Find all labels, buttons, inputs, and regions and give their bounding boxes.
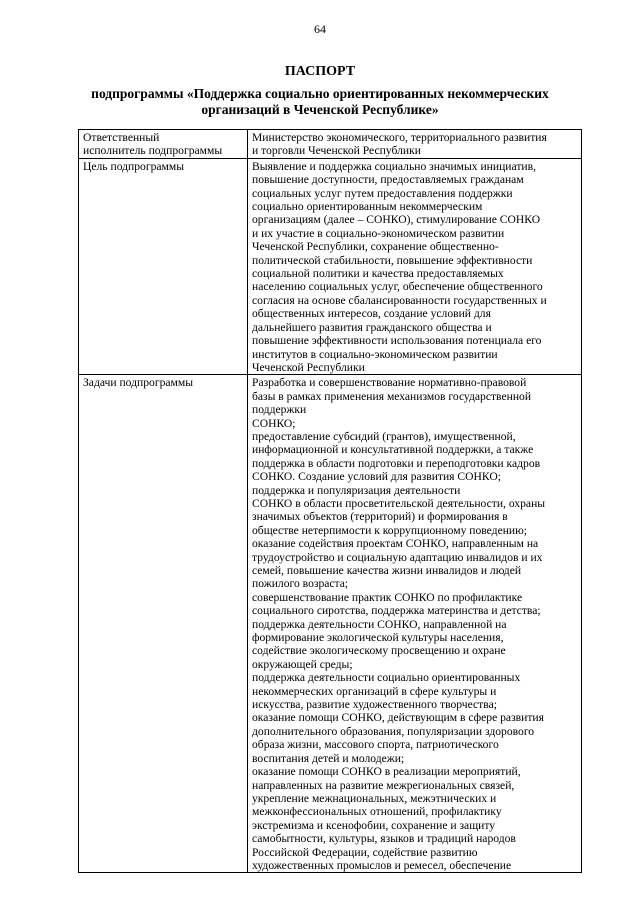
row-value-line: поддержка и популяризация деятельности — [252, 483, 461, 497]
row-value-line: институтов в социально-экономическом развитии — [252, 347, 498, 361]
row-value — [248, 375, 582, 873]
row-value-line: оказание содействия проектам СОНКО, направленным на — [252, 537, 539, 551]
row-value-line: повышение доступности, предоставляемых гражданам — [252, 173, 524, 187]
row-value-line: Выявление и поддержка социально значимых инициатив, — [252, 159, 536, 173]
row-value-line: содействие экологическому просвещению и охране — [252, 644, 506, 658]
passport-row — [79, 158, 582, 375]
row-value-line: искусства, развитие художественного творчества; — [252, 698, 497, 712]
row-label — [79, 130, 248, 159]
row-value-line: пожилого возраста; — [252, 577, 349, 591]
row-value-line: поддержка деятельности социально ориентированных — [252, 671, 521, 685]
document-title: ПАСПОРТ — [284, 64, 356, 79]
row-value-line: СОНКО. Создание условий для развития СОНКО; — [252, 470, 501, 484]
row-label-line: Задачи подпрограммы — [83, 376, 193, 390]
row-value-line: населению социальных услуг, обеспечение общественного — [252, 280, 543, 294]
row-value — [248, 130, 582, 159]
row-label-line: Ответственный — [83, 131, 160, 144]
row-value-line: направленных на развитие межрегиональных связей, — [252, 778, 515, 792]
row-value-line: социальной политики и качества предоставляемых — [252, 267, 504, 281]
row-value-line: Министерство экономического, территориального развития — [252, 131, 547, 144]
row-value — [248, 158, 582, 375]
row-value-line: социальных услуг путем предоставления поддержки — [252, 186, 513, 200]
row-value-line: социального сиротства, поддержка материнства и детства; — [252, 604, 541, 618]
row-value-line: повышение эффективности использования потенциала его — [252, 334, 542, 348]
document-subtitle — [0, 86, 640, 118]
subtitle-line: подпрограммы «Поддержка социально ориентированных некоммерческих — [91, 86, 549, 101]
row-value-line: Чеченской Республики — [252, 360, 365, 374]
passport-table — [78, 129, 582, 873]
row-value-line: семей, повышение качества жизни инвалидов и людей — [252, 564, 522, 577]
row-value-line: и торговли Чеченской Республики — [252, 144, 421, 158]
row-value-line: общественных интересов, создание условий для — [252, 307, 491, 321]
row-value-line: художественных промыслов и ремесел, обеспечение — [252, 858, 512, 872]
row-value-line: дальнейшего развития гражданского общества и — [252, 320, 492, 334]
row-value-line: Разработка и совершенствование нормативно-правовой — [252, 376, 527, 390]
row-value-line: политической стабильности, повышение эффективности — [252, 253, 533, 267]
row-value-line: трудоустройство и социальную адаптацию инвалидов и их — [252, 550, 543, 564]
row-label — [79, 158, 248, 375]
row-value-line: межконфессиональных отношений, профилактику — [252, 805, 502, 819]
row-value-line: значимых объектов (территорий) и формирования в — [252, 510, 508, 524]
row-value-line: поддержки — [252, 403, 307, 417]
row-value-line: образа жизни, массового спорта, патриотического — [252, 738, 499, 752]
row-value-line: информационной и консультативной поддержки, а также — [252, 443, 534, 457]
row-value-line: Чеченской Республики, сохранение общественно- — [252, 240, 499, 254]
row-value-line: поддержка деятельности СОНКО, направленной на — [252, 617, 507, 631]
row-value-line: окружающей среды; — [252, 657, 353, 671]
page-number: 64 — [314, 22, 326, 36]
row-value-line: экстремизма и ксенофобии, сохранение и защиту — [252, 818, 496, 832]
row-value-line: дополнительного образования, популяризации здорового — [252, 724, 535, 738]
row-value-line: предоставление субсидий (грантов), имущественной, — [252, 429, 516, 443]
row-value-line: некоммерческих организаций в сфере культуры и — [252, 684, 497, 698]
row-value-line: базы в рамках применения механизмов государственной — [252, 389, 532, 403]
row-value-line: и их участие в социально-экономическом развитии — [252, 226, 505, 240]
row-value-line: воспитания детей и молодежи; — [252, 751, 405, 765]
row-label-line: исполнитель подпрограммы — [83, 144, 223, 158]
row-value-line: социально ориентированным некоммерческим — [252, 200, 483, 214]
row-value-line: самобытности, культуры, языков и традиций народов — [252, 832, 516, 846]
row-value-line: поддержка в области подготовки и переподготовки кадров — [252, 456, 541, 470]
passport-row — [79, 130, 582, 159]
passport-table-body — [79, 130, 582, 873]
passport-row — [79, 375, 582, 873]
subtitle-line: организаций в Чеченской Республике» — [201, 102, 439, 117]
row-value-line: оказание помощи СОНКО в реализации мероприятий, — [252, 765, 521, 779]
row-value-line: оказание помощи СОНКО, действующим в сфере развития — [252, 711, 544, 725]
row-value-line: формирование экологической культуры населения, — [252, 631, 504, 645]
row-value-line: согласия на основе сбалансированности государственных и — [252, 293, 547, 307]
row-value-line: организациям (далее – СОНКО), стимулирование СОНКО — [252, 213, 541, 227]
row-value-line: обществе нетерпимости к коррупционному поведению; — [252, 523, 528, 537]
row-label — [79, 375, 248, 873]
row-value-line: совершенствование практик СОНКО по профилактике — [252, 590, 523, 604]
row-value-line: СОНКО; — [252, 416, 296, 430]
row-value-line: укрепление межнациональных, межэтнических и — [252, 791, 497, 805]
row-value-line: Российской Федерации, содействие развитию — [252, 845, 478, 859]
row-value-line: СОНКО в области просветительской деятельности, охраны — [252, 496, 546, 510]
row-label-line: Цель подпрограммы — [83, 159, 185, 173]
